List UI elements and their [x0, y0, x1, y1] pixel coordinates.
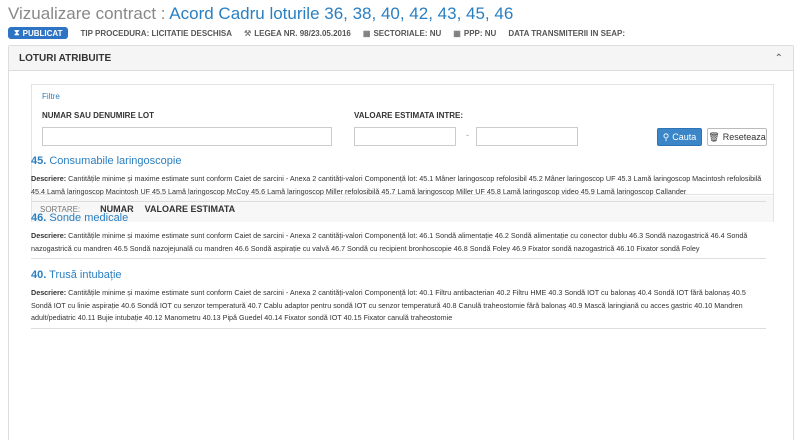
lot-description-label: Descriere: — [31, 231, 67, 240]
value-from-input[interactable] — [354, 127, 456, 146]
meta-sectorial-text: SECTORIALE: NU — [373, 28, 442, 38]
lot-description-label: Descriere: — [31, 288, 67, 297]
filter-legend: Filtre — [42, 92, 60, 101]
meta-ppp-text: PPP: NU — [463, 28, 497, 38]
value-to-input[interactable] — [476, 127, 578, 146]
meta-transmit-date — [508, 29, 625, 38]
title-prefix: Vizualizare contract : — [8, 4, 170, 23]
lot-name[interactable]: Sonde medicale — [49, 212, 129, 224]
list-item — [31, 269, 766, 329]
trash-icon: 🗑 — [708, 131, 720, 142]
lot-description — [31, 173, 766, 198]
meta-sectorial — [363, 29, 441, 38]
gavel-icon: ⚒ — [244, 28, 252, 38]
meta-law — [244, 29, 351, 38]
chevron-up-icon[interactable]: ⌃ — [774, 52, 783, 64]
grid-icon: ▦ — [453, 28, 461, 38]
lot-number: 40. — [31, 269, 47, 281]
list-item — [31, 212, 766, 259]
lots-list — [31, 155, 766, 339]
contract-name: Acord Cadru loturile 36, 38, 40, 42, 43, 45, 46 — [169, 4, 514, 23]
meta-law-text: LEGEA NR. 98/23.05.2016 — [254, 28, 351, 38]
lot-title[interactable] — [31, 269, 766, 281]
lot-filter-label: NUMAR SAU DENUMIRE LOT — [42, 111, 154, 120]
status-badge-label: PUBLICAT — [22, 28, 63, 38]
meta-transmit-date-text: DATA TRANSMITERII IN SEAP: — [508, 28, 626, 38]
lot-name[interactable]: Trusă intubație — [49, 269, 122, 281]
grid-icon: ▦ — [362, 28, 371, 38]
status-badge — [8, 27, 68, 39]
sort-label: SORTARE: — [40, 204, 81, 214]
lot-number: 46. — [31, 212, 47, 224]
lot-number: 45. — [31, 155, 47, 167]
meta-row — [8, 27, 798, 39]
range-separator: - — [466, 130, 469, 140]
meta-procedure-type-text: TIP PROCEDURA: LICITATIE DESCHISA — [80, 28, 233, 38]
reset-button-label: Reseteaza — [722, 132, 766, 142]
panel-header[interactable] — [9, 46, 793, 71]
lot-filter-input[interactable] — [42, 127, 332, 146]
meta-procedure-type — [80, 29, 232, 38]
value-filter-label: VALOARE ESTIMATA INTRE: — [354, 111, 464, 120]
page-title — [8, 4, 798, 24]
search-button[interactable] — [657, 128, 702, 146]
lot-description-text: Cantitățile minime și maxime estimate sunt conform Caiet de sarcini - Anexa 2 cantități-valori Componență lot: 46.1 Sondă alimentație 46.2 Sondă alimentație cu conector dublu 46.3 Sondă nazogastrică 46.4 Sondă nazogastrică cu mandren 46.5 Sondă nazojejunală cu mandren 46.6 Sondă aspirație cu valvă 46.7 Sondă cu recipient bronhoscopie 46.8 Sondă Foley 46.9 Fixator sondă nazogastrică 46.10 Fixator sondă Foley — [31, 231, 748, 253]
lot-description-text: Cantitățile minime și maxime estimate sunt conform Caiet de sarcini - Anexa 2 cantități-valori Componență lot: 45.1 Mâner laringoscop refolosibil 45.2 Mâner laringoscop UF 45.3 Lamă laringoscop Macintosh refolosibilă 45.4 Lamă laringoscop Macintosh UF 45.5 Lamă laringoscop McCoy 45.6 Lamă laringoscop Miller refolosibilă 45.7 Lamă laringoscop Miller UF 45.8 Lamă laringoscop video 45.9 Lamă laringoscop Callander — [31, 174, 762, 196]
lot-name[interactable]: Consumabile laringoscopie — [49, 155, 182, 167]
lot-title[interactable] — [31, 212, 766, 224]
hourglass-icon: ⧗ — [14, 28, 20, 37]
meta-ppp — [453, 29, 496, 38]
panel-title: LOTURI ATRIBUITE — [19, 52, 112, 64]
reset-button[interactable] — [707, 128, 767, 146]
lot-description-label: Descriere: — [31, 174, 67, 183]
lot-title[interactable] — [31, 155, 766, 167]
sort-by-value[interactable]: VALOARE ESTIMATA — [144, 204, 236, 214]
list-item — [31, 155, 766, 202]
search-button-label: Cauta — [672, 132, 697, 142]
lot-description — [31, 287, 766, 325]
search-icon: ⚲ — [662, 131, 670, 142]
lot-description-text: Cantitățile minime și maxime estimate sunt conform Caiet de sarcini - Anexa 2 cantități-valori Componență lot: 40.1 Filtru antibacterian 40.2 Filtru HME 40.3 Sondă IOT cu balonaș 40.4 Sondă IOT fără balonaș 40.5 Sondă IOT cu linie aspirație 40.6 Sondă IOT cu senzor temperatură 40.7 Cablu adaptor pentru sondă IOT cu senzor temperatură 40.8 Canulă traheostomie fără balonaș 40.9 Mască laringiană cu acces gastric 40.10 Mandren adult/pediatric 40.11 Bujie intubație 40.12 Manometru 40.13 Pipă Guedel 40.14 Fixator sondă IOT 40.15 Fixator canulă traheostomie — [31, 288, 746, 322]
lot-description — [31, 230, 766, 255]
sort-by-number[interactable]: NUMAR — [100, 204, 134, 214]
page-header — [8, 4, 798, 39]
